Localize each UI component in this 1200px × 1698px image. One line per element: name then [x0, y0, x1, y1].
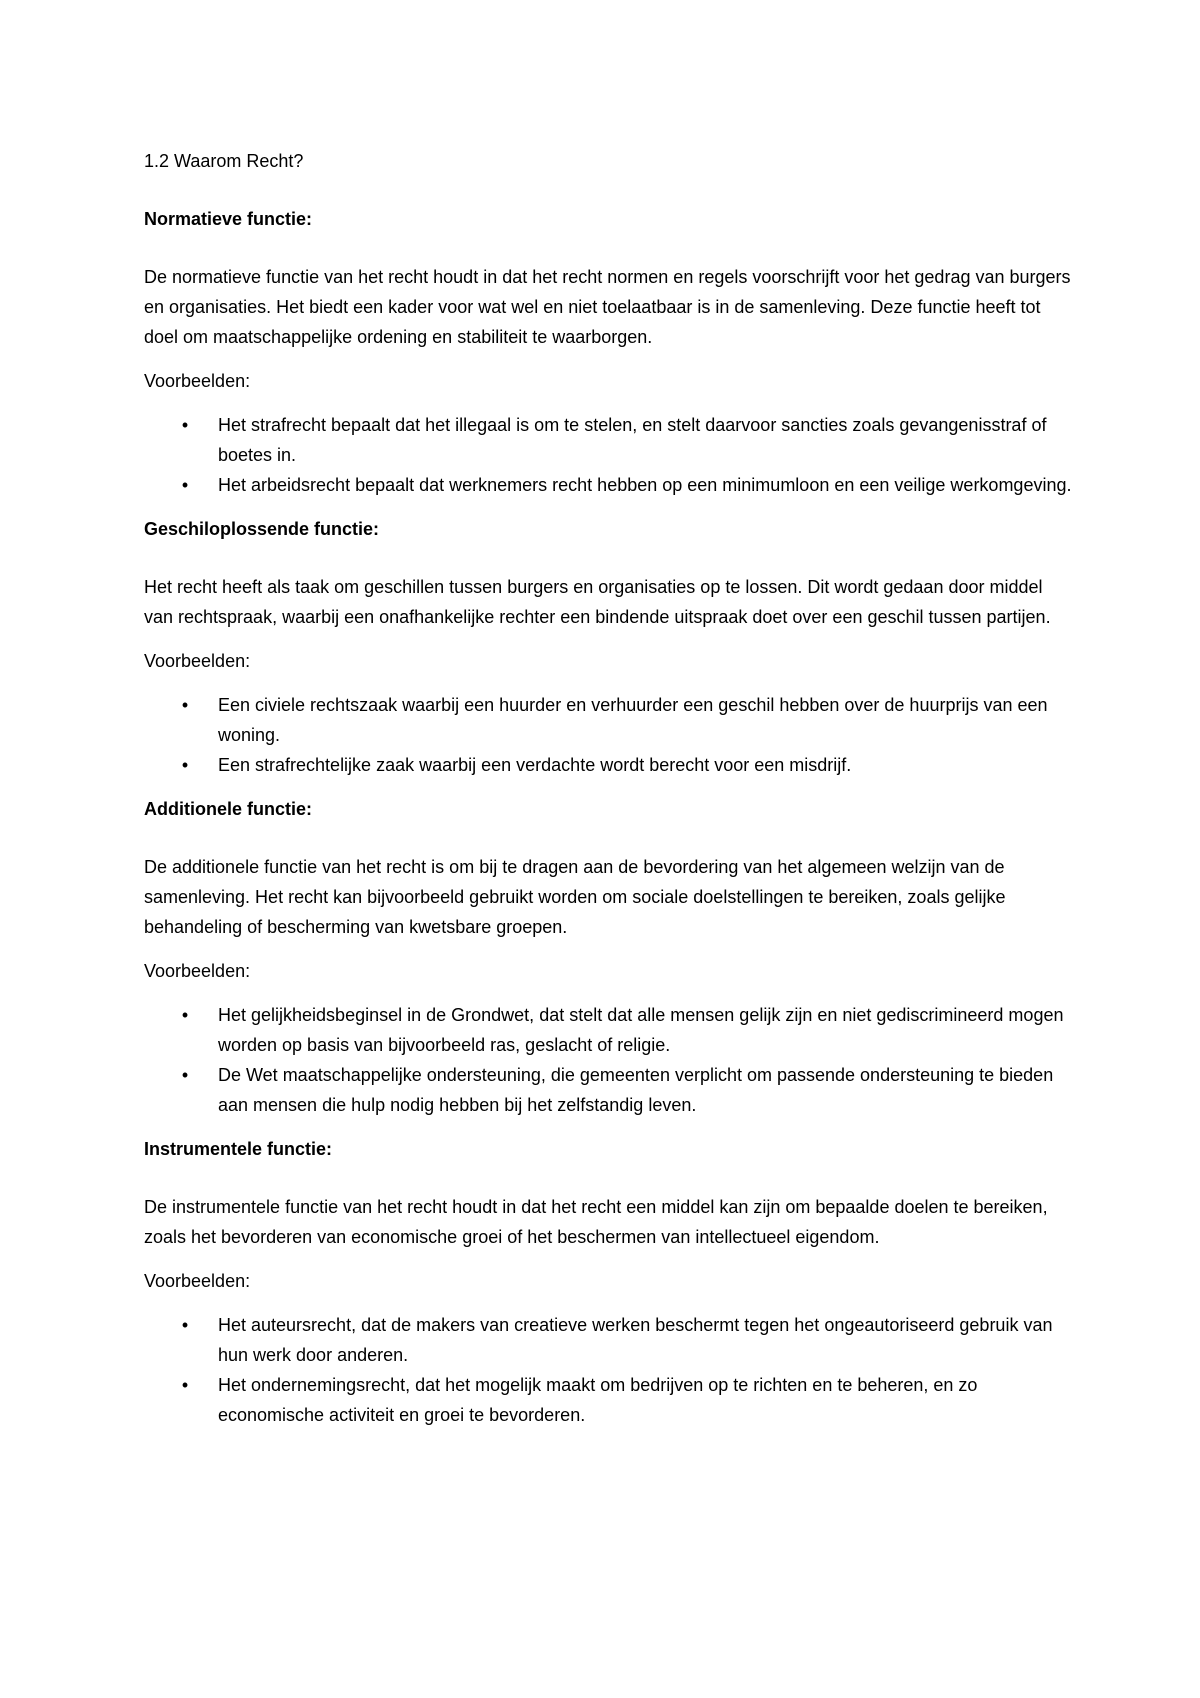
examples-label: Voorbeelden:: [144, 371, 251, 391]
section-paragraph: De additionele functie van het recht is om bij te dragen aan de bevordering van het algemeen welzijn van de samenleving. Het recht kan bijvoorbeeld gebruikt worden om sociale doelstellingen te bereiken, zoals gelijke behandeling of bescherming van kwetsbare groepen.: [144, 857, 1006, 937]
section-normatieve-functie: [144, 204, 1074, 500]
examples-list: [144, 690, 1074, 780]
section-heading: Additionele functie:: [144, 799, 312, 819]
section-paragraph: De normatieve functie van het recht houdt in dat het recht normen en regels voorschrijft voor het gedrag van burgers en organisaties. Het biedt een kader voor wat wel en niet toelaatbaar is in de samenleving. Deze functie heeft tot doel om maatschappelijke ordening en stabiliteit te waarborgen.: [144, 267, 1071, 347]
section-geschiloplossende-functie: [144, 514, 1074, 780]
bullet-icon: •: [181, 475, 189, 495]
list-item-text: Een strafrechtelijke zaak waarbij een verdachte wordt berecht voor een misdrijf.: [218, 755, 852, 775]
list-item: [144, 470, 1074, 500]
bullet-icon: •: [181, 1065, 189, 1085]
bullet-icon: •: [181, 695, 189, 715]
document-title: 1.2 Waarom Recht?: [144, 151, 304, 171]
list-item-text: Het strafrecht bepaalt dat het illegaal is om te stelen, en stelt daarvoor sancties zoals gevangenisstraf of boetes in.: [218, 415, 1047, 465]
section-paragraph: De instrumentele functie van het recht houdt in dat het recht een middel kan zijn om bepaalde doelen te bereiken, zoals het bevorderen van economische groei of het beschermen van intellectueel eigendom.: [144, 1197, 1048, 1247]
list-item: [144, 410, 1074, 470]
list-item-text: Het gelijkheidsbeginsel in de Grondwet, dat stelt dat alle mensen gelijk zijn en niet gediscrimineerd mogen worden op basis van bijvoorbeeld ras, geslacht of religie.: [218, 1005, 1064, 1055]
list-item: [144, 1000, 1074, 1060]
list-item: [144, 1060, 1074, 1120]
examples-list: [144, 1310, 1074, 1430]
list-item-text: De Wet maatschappelijke ondersteuning, die gemeenten verplicht om passende ondersteuning te bieden aan mensen die hulp nodig hebben bij het zelfstandig leven.: [218, 1065, 1054, 1115]
document-body: [144, 146, 1074, 1444]
list-item-text: Het ondernemingsrecht, dat het mogelijk maakt om bedrijven op te richten en te beheren, en zo economische activiteit en groei te bevorderen.: [218, 1375, 978, 1425]
section-paragraph: Het recht heeft als taak om geschillen tussen burgers en organisaties op te lossen. Dit wordt gedaan door middel van rechtspraak, waarbij een onafhankelijke rechter een bindende uitspraak doet over een geschil tussen partijen.: [144, 577, 1051, 627]
bullet-icon: •: [181, 1005, 189, 1025]
list-item-text: Het arbeidsrecht bepaalt dat werknemers recht hebben op een minimumloon en een veilige werkomgeving.: [218, 475, 1072, 495]
list-item: [144, 690, 1074, 750]
list-item-text: Het auteursrecht, dat de makers van creatieve werken beschermt tegen het ongeautoriseerd gebruik van hun werk door anderen.: [218, 1315, 1053, 1365]
bullet-icon: •: [181, 1315, 189, 1335]
section-instrumentele-functie: [144, 1134, 1074, 1430]
list-item-text: Een civiele rechtszaak waarbij een huurder en verhuurder een geschil hebben over de huurprijs van een woning.: [218, 695, 1048, 745]
bullet-icon: •: [181, 415, 189, 435]
bullet-icon: •: [181, 1375, 189, 1395]
examples-label: Voorbeelden:: [144, 961, 251, 981]
list-item: [144, 1310, 1074, 1370]
section-heading: Normatieve functie:: [144, 209, 313, 229]
examples-list: [144, 1000, 1074, 1120]
section-additionele-functie: [144, 794, 1074, 1120]
list-item: [144, 750, 1074, 780]
section-heading: Geschiloplossende functie:: [144, 519, 380, 539]
examples-label: Voorbeelden:: [144, 651, 251, 671]
examples-list: [144, 410, 1074, 500]
bullet-icon: •: [181, 755, 189, 775]
list-item: [144, 1370, 1074, 1430]
section-heading: Instrumentele functie:: [144, 1139, 333, 1159]
examples-label: Voorbeelden:: [144, 1271, 251, 1291]
